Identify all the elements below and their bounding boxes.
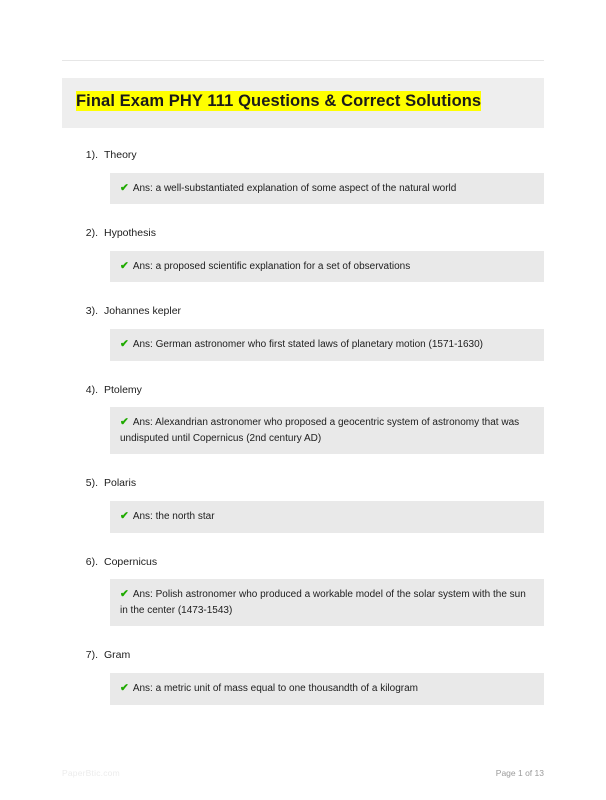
check-icon: ✔ (120, 416, 129, 429)
answer-text: a metric unit of mass equal to one thousandth of a kilogram (155, 683, 418, 695)
watermark: PaperBtic.com (62, 768, 120, 778)
page-footer (62, 768, 544, 778)
question-number: 3). (85, 305, 98, 318)
question-text: Copernicus (104, 555, 158, 568)
answer-box (110, 173, 544, 205)
question-row (62, 555, 544, 571)
page-title-highlight: Final Exam PHY 111 Questions & Correct Solutions (76, 92, 482, 110)
question-number: 2). (85, 227, 98, 240)
check-icon: ✔ (120, 259, 129, 272)
answer-text: the north star (155, 511, 215, 523)
answer-line (120, 586, 534, 618)
list-item (62, 476, 544, 532)
answer-prefix: Ans: (132, 182, 153, 194)
answer-text: German astronomer who first stated laws of planetary motion (1571-1630) (155, 339, 483, 351)
list-item (62, 383, 544, 455)
question-text: Ptolemy (104, 383, 142, 396)
answer-text: a proposed scientific explanation for a set of observations (155, 260, 411, 272)
title-block (62, 78, 544, 128)
list-item (62, 148, 544, 204)
answer-line (120, 414, 534, 446)
answer-line (120, 680, 534, 697)
page-title (76, 90, 530, 114)
page-number: Page 1 of 13 (495, 768, 544, 778)
answer-line (120, 508, 534, 525)
answer-box (110, 329, 544, 361)
list-item (62, 304, 544, 360)
answer-prefix: Ans: (132, 589, 153, 601)
list-item (62, 648, 544, 704)
check-icon: ✔ (120, 181, 129, 194)
question-row (62, 148, 544, 164)
question-text: Polaris (104, 477, 137, 490)
answer-text: Polish astronomer who produced a workable model of the solar system with the sun in the center (1473-1543) (120, 589, 526, 616)
answer-prefix: Ans: (132, 417, 153, 429)
question-row (62, 383, 544, 399)
qa-list (62, 148, 544, 705)
answer-line (120, 336, 534, 353)
answer-box (110, 579, 544, 626)
check-icon: ✔ (120, 510, 129, 523)
question-number: 5). (85, 477, 98, 490)
answer-text: Alexandrian astronomer who proposed a geocentric system of astronomy that was undisputed until Copernicus (2nd century AD) (120, 417, 520, 444)
question-number: 7). (85, 649, 98, 662)
document-content (62, 78, 544, 727)
answer-box (110, 251, 544, 283)
answer-line (120, 258, 534, 275)
question-number: 4). (85, 383, 98, 396)
answer-box (110, 501, 544, 533)
question-text: Theory (104, 148, 137, 161)
answer-box (110, 673, 544, 705)
list-item (62, 555, 544, 627)
question-row (62, 226, 544, 242)
list-item (62, 226, 544, 282)
answer-prefix: Ans: (132, 511, 153, 523)
question-row (62, 648, 544, 664)
question-number: 1). (85, 148, 98, 161)
question-text: Gram (104, 649, 131, 662)
answer-line (120, 180, 534, 197)
answer-prefix: Ans: (132, 339, 153, 351)
answer-text: a well-substantiated explanation of some aspect of the natural world (155, 182, 457, 194)
answer-box (110, 407, 544, 454)
check-icon: ✔ (120, 338, 129, 351)
question-row (62, 476, 544, 492)
answer-prefix: Ans: (132, 683, 153, 695)
question-number: 6). (85, 555, 98, 568)
answer-prefix: Ans: (132, 260, 153, 272)
question-row (62, 304, 544, 320)
question-text: Johannes kepler (104, 305, 182, 318)
check-icon: ✔ (120, 588, 129, 601)
check-icon: ✔ (120, 682, 129, 695)
header-divider (62, 60, 544, 61)
question-text: Hypothesis (104, 227, 156, 240)
